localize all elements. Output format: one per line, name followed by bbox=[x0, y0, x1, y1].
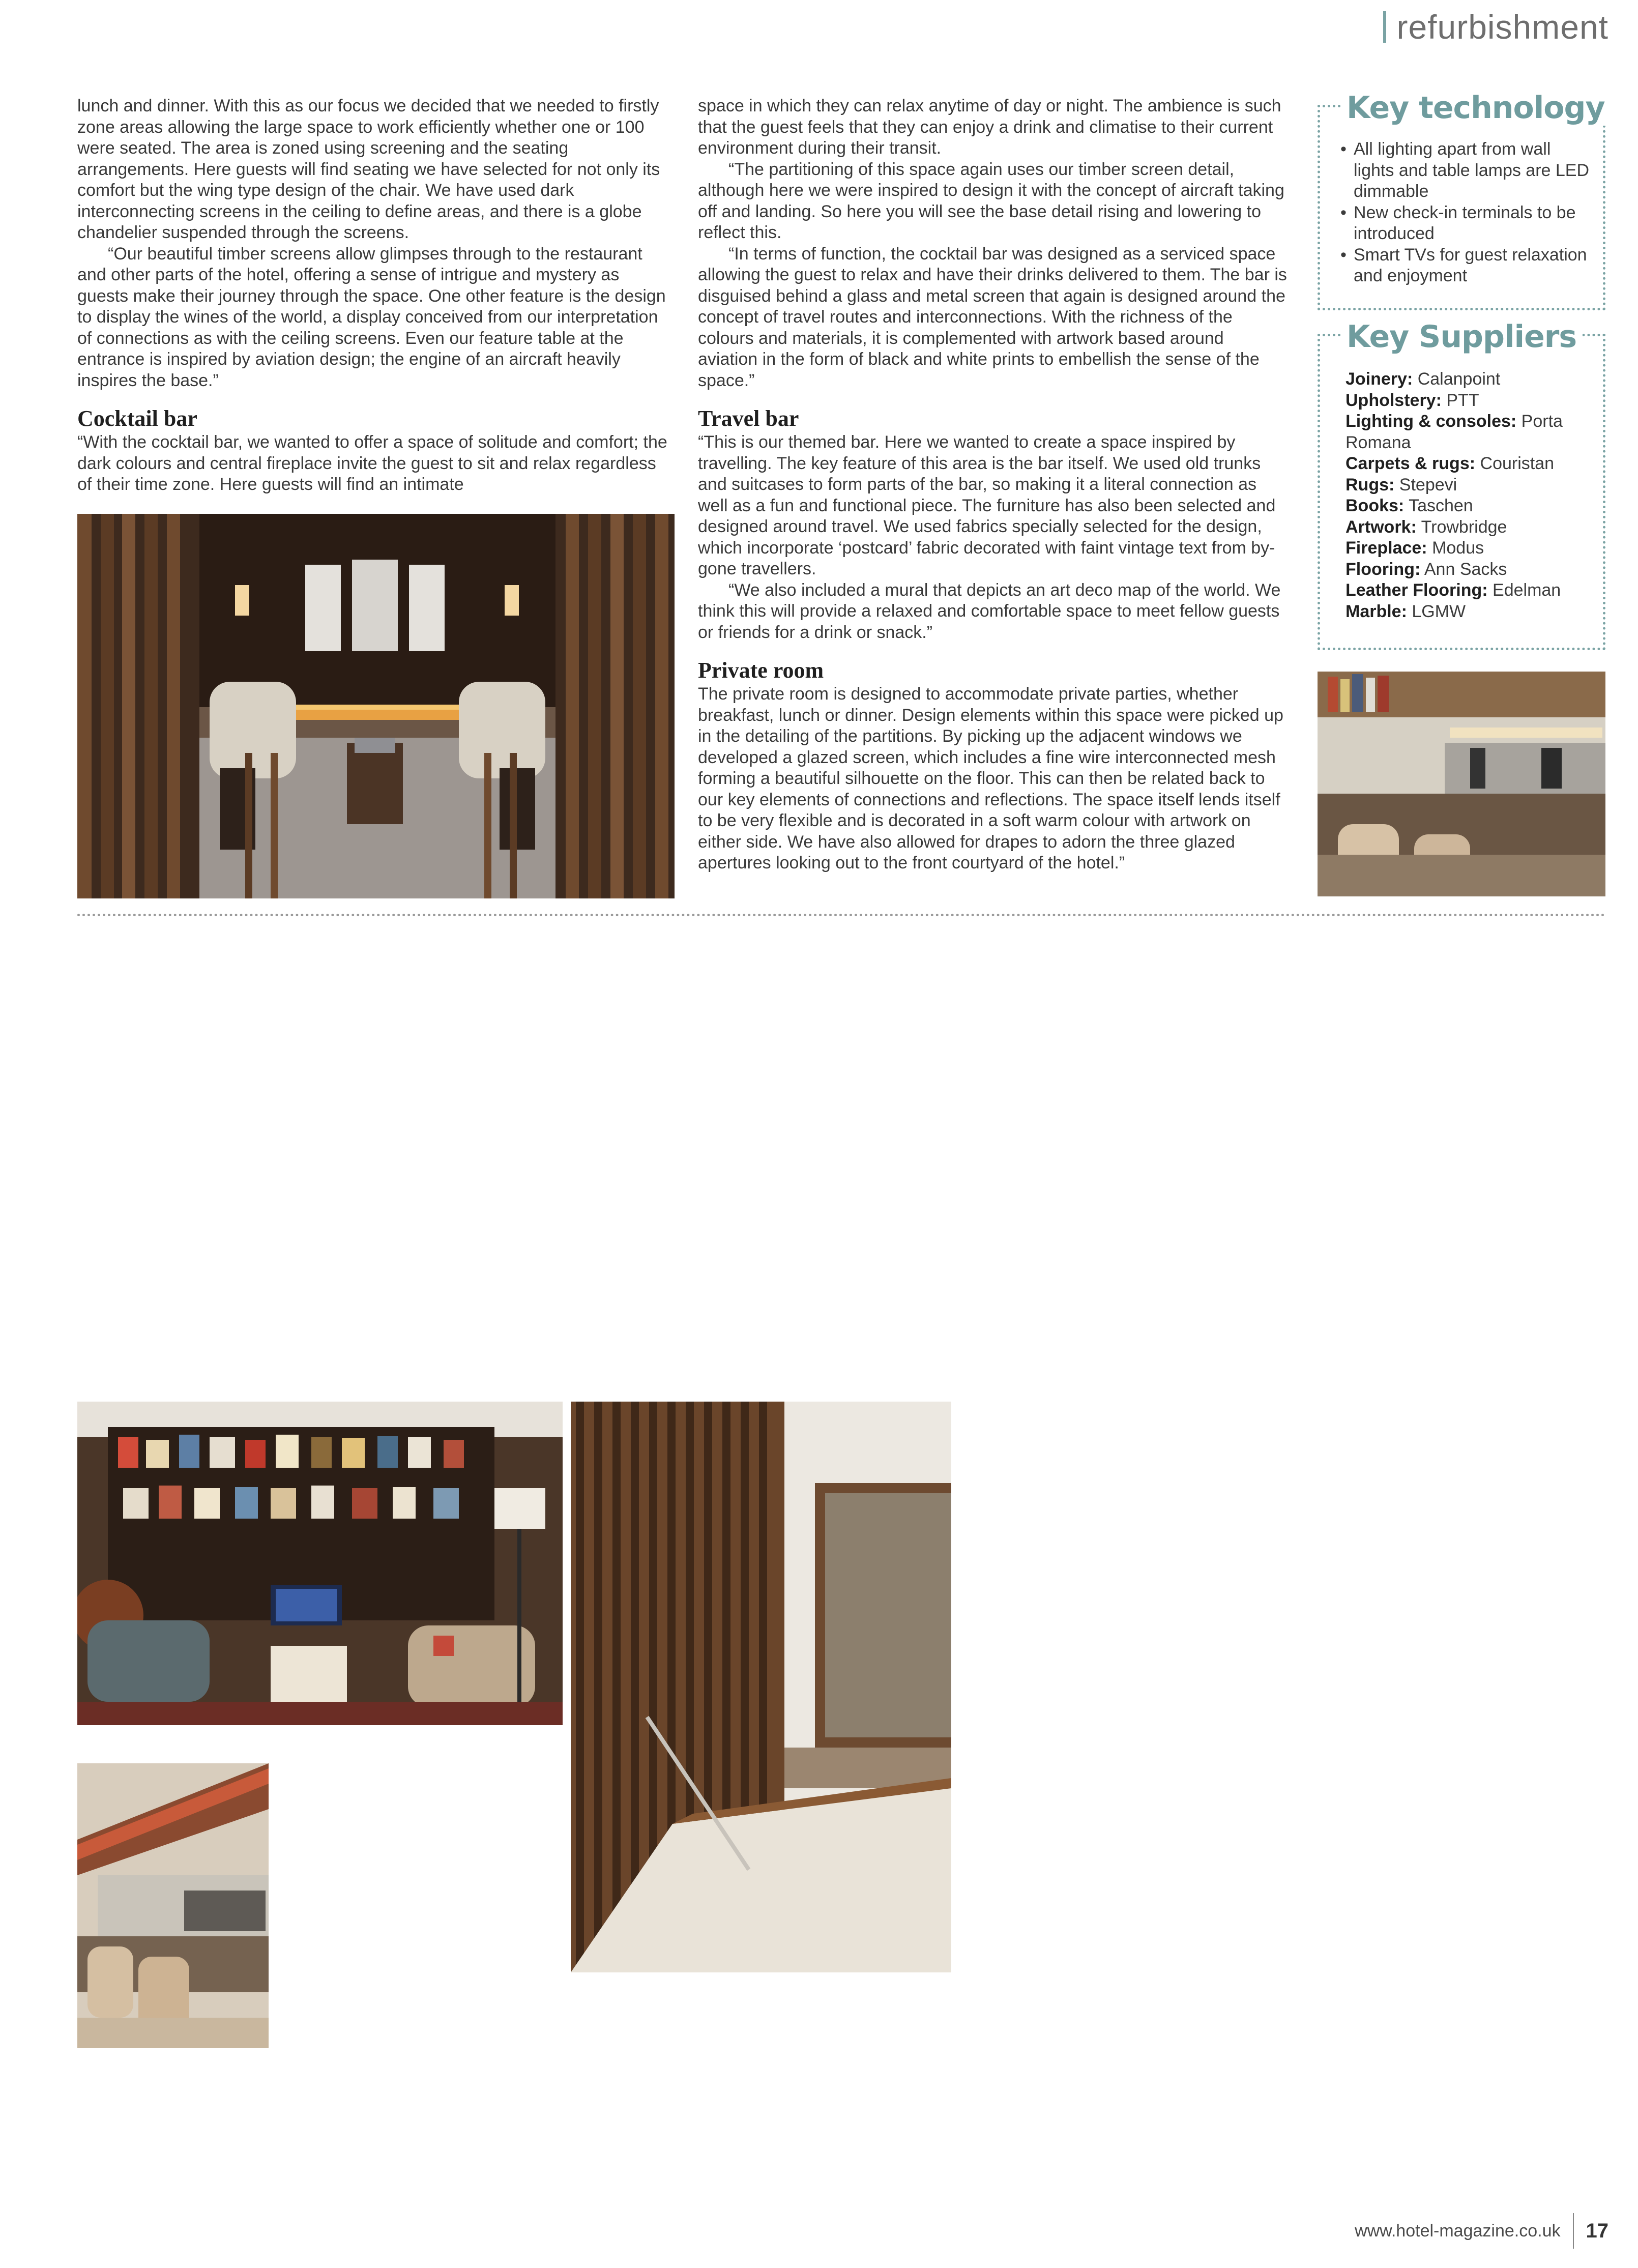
supplier-label: Carpets & rugs: bbox=[1345, 454, 1476, 473]
body-paragraph: “With the cocktail bar, we wanted to offer a space of solitude and comfort; the dark colours and central fireplace invite the guest to sit and relax regardless of their time zone. Here guests will find an intimate bbox=[77, 432, 667, 494]
supplier-label: Upholstery: bbox=[1345, 390, 1442, 410]
supplier-name: Stepevi bbox=[1399, 475, 1457, 495]
section-divider-bar bbox=[1383, 11, 1386, 43]
supplier-label: Marble: bbox=[1345, 601, 1407, 621]
supplier-label: Leather Flooring: bbox=[1345, 580, 1488, 600]
key-technology-list bbox=[1340, 139, 1595, 287]
supplier-name: Taschen bbox=[1409, 496, 1473, 515]
supplier-name: Edelman bbox=[1493, 580, 1561, 600]
key-technology-box bbox=[1318, 90, 1605, 310]
list-item: • New check-in terminals to be introduced bbox=[1340, 202, 1595, 245]
list-item bbox=[1345, 390, 1600, 412]
article-column-1 bbox=[77, 96, 667, 496]
supplier-label: Flooring: bbox=[1345, 559, 1421, 579]
list-item bbox=[1345, 601, 1600, 623]
section-title: refurbishment bbox=[1396, 8, 1608, 46]
subheading-private-room: Private room bbox=[698, 658, 824, 683]
subheading-travel-bar: Travel bar bbox=[698, 406, 799, 431]
key-suppliers-box bbox=[1318, 319, 1605, 650]
supplier-name: Modus bbox=[1432, 538, 1484, 558]
body-paragraph: “The partitioning of this space again uses our timber screen detail, although here we were inspired to design it with the concept of aircraft taking off and landing. So here you will see the base detail rising and lowering to reflect this. bbox=[698, 159, 1284, 242]
body-paragraph: “In terms of function, the cocktail bar was designed as a serviced space allowing the guest to relax and have their drinks delivered to them. The bar is disguised behind a glass and metal screen that again is designed around the concept of travel routes and interconnections. With the richness of the colours and materials, it is complemented with artwork based around aviation in the form of black and white prints to embellish the sense of the space.” bbox=[698, 244, 1287, 390]
supplier-name: LGMW bbox=[1412, 601, 1466, 621]
supplier-name: Trowbridge bbox=[1421, 517, 1507, 537]
body-paragraph: “Our beautiful timber screens allow glimpses through to the restaurant and other parts of the hotel, offering a sense of intrigue and mystery as guests make their journey through the space. One other feature is the design to display the wines of the world, a display conceived from our interpretation of connections as with the ceiling screens. Even our feature table at the entrance is inspired by aviation design; the engine of an aircraft heavily inspires the base.” bbox=[77, 244, 666, 390]
body-paragraph: “This is our themed bar. Here we wanted to create a space inspired by travelling. The key feature of this area is the bar itself. We used old trunks and suitcases to form parts of the bar, so making it a literal connection as well as a fun and functional piece. The furniture has also been selected and designed around travel. We used fabrics specially selected for the design, which incorporate ‘postcard’ fabric decorated with faint vintage text from by-gone travellers. bbox=[698, 432, 1276, 578]
supplier-label: Rugs: bbox=[1345, 475, 1395, 495]
photo-cocktail-bar bbox=[77, 514, 675, 898]
body-paragraph: space in which they can relax anytime of day or night. The ambience is such that the guest feels that they can enjoy a drink and climatise to their current environment during their transit. bbox=[698, 96, 1281, 158]
list-item bbox=[1345, 453, 1600, 475]
list-item bbox=[1345, 475, 1600, 496]
subheading-cocktail-bar: Cocktail bar bbox=[77, 406, 197, 431]
list-item bbox=[1345, 411, 1600, 453]
list-item bbox=[1345, 369, 1600, 390]
list-item bbox=[1345, 538, 1600, 559]
photo-travel-bar bbox=[1318, 672, 1605, 896]
section-divider-rule bbox=[77, 914, 1605, 916]
supplier-label: Fireplace: bbox=[1345, 538, 1427, 558]
list-item bbox=[1345, 496, 1600, 517]
supplier-name: Couristan bbox=[1480, 454, 1555, 473]
footer-url: www.hotel-magazine.co.uk bbox=[1355, 2221, 1561, 2241]
key-suppliers-title: Key Suppliers bbox=[1340, 319, 1583, 355]
photo-bar-seating bbox=[77, 1763, 269, 2048]
section-label bbox=[1383, 4, 1608, 50]
supplier-label: Lighting & consoles: bbox=[1345, 412, 1517, 431]
page-number: 17 bbox=[1586, 2219, 1608, 2242]
photo-timber-screen-stair bbox=[571, 1402, 951, 1972]
body-paragraph: lunch and dinner. With this as our focus we decided that we needed to firstly zone areas allowing the large space to work efficiently whether one or 100 were seated. The area is zoned using screening and the seating arrangements. Here guests will find seating we have selected for not only its comfort but the wing type design of the chair. We have used dark interconnecting screens in the ceiling to define areas, and there is a globe chandelier suspended through the screens. bbox=[77, 96, 660, 242]
list-item bbox=[1345, 517, 1600, 538]
supplier-name: Porta Romana bbox=[1345, 412, 1563, 452]
list-item bbox=[1345, 580, 1600, 601]
page-footer bbox=[1355, 2213, 1608, 2249]
article-column-2 bbox=[698, 96, 1288, 874]
list-item: • Smart TVs for guest relaxation and enjoyment bbox=[1340, 245, 1595, 287]
supplier-name: Calanpoint bbox=[1417, 369, 1501, 389]
supplier-label: Books: bbox=[1345, 496, 1405, 515]
supplier-label: Joinery: bbox=[1345, 369, 1413, 389]
list-item: • All lighting apart from wall lights and table lamps are LED dimmable bbox=[1340, 139, 1595, 202]
body-paragraph: “We also included a mural that depicts an art deco map of the world. We think this will provide a relaxed and comfortable space to meet fellow guests or friends for a drink or snack.” bbox=[698, 580, 1281, 642]
photo-library-lounge bbox=[77, 1402, 563, 1725]
key-suppliers-list bbox=[1345, 369, 1600, 622]
list-item bbox=[1345, 559, 1600, 580]
supplier-name: PTT bbox=[1446, 390, 1479, 410]
supplier-name: Ann Sacks bbox=[1424, 559, 1507, 579]
body-paragraph: The private room is designed to accommodate private parties, whether breakfast, lunch or dinner. Design elements within this space were picked up in the detailing of the partitions. By picking up the adjacent windows we developed a glazed screen, which includes a fine wire interconnected mesh forming a beautiful silhouette on the floor. This can then be related back to our key elements of connections and reflections. The space itself lends itself to be very flexible and is decorated in a soft warm colour with artwork on either side. We have also allowed for drapes to adorn the three glazed apertures looking out to the front courtyard of the hotel.” bbox=[698, 684, 1283, 873]
supplier-label: Artwork: bbox=[1345, 517, 1417, 537]
key-technology-title: Key technology bbox=[1340, 90, 1611, 126]
